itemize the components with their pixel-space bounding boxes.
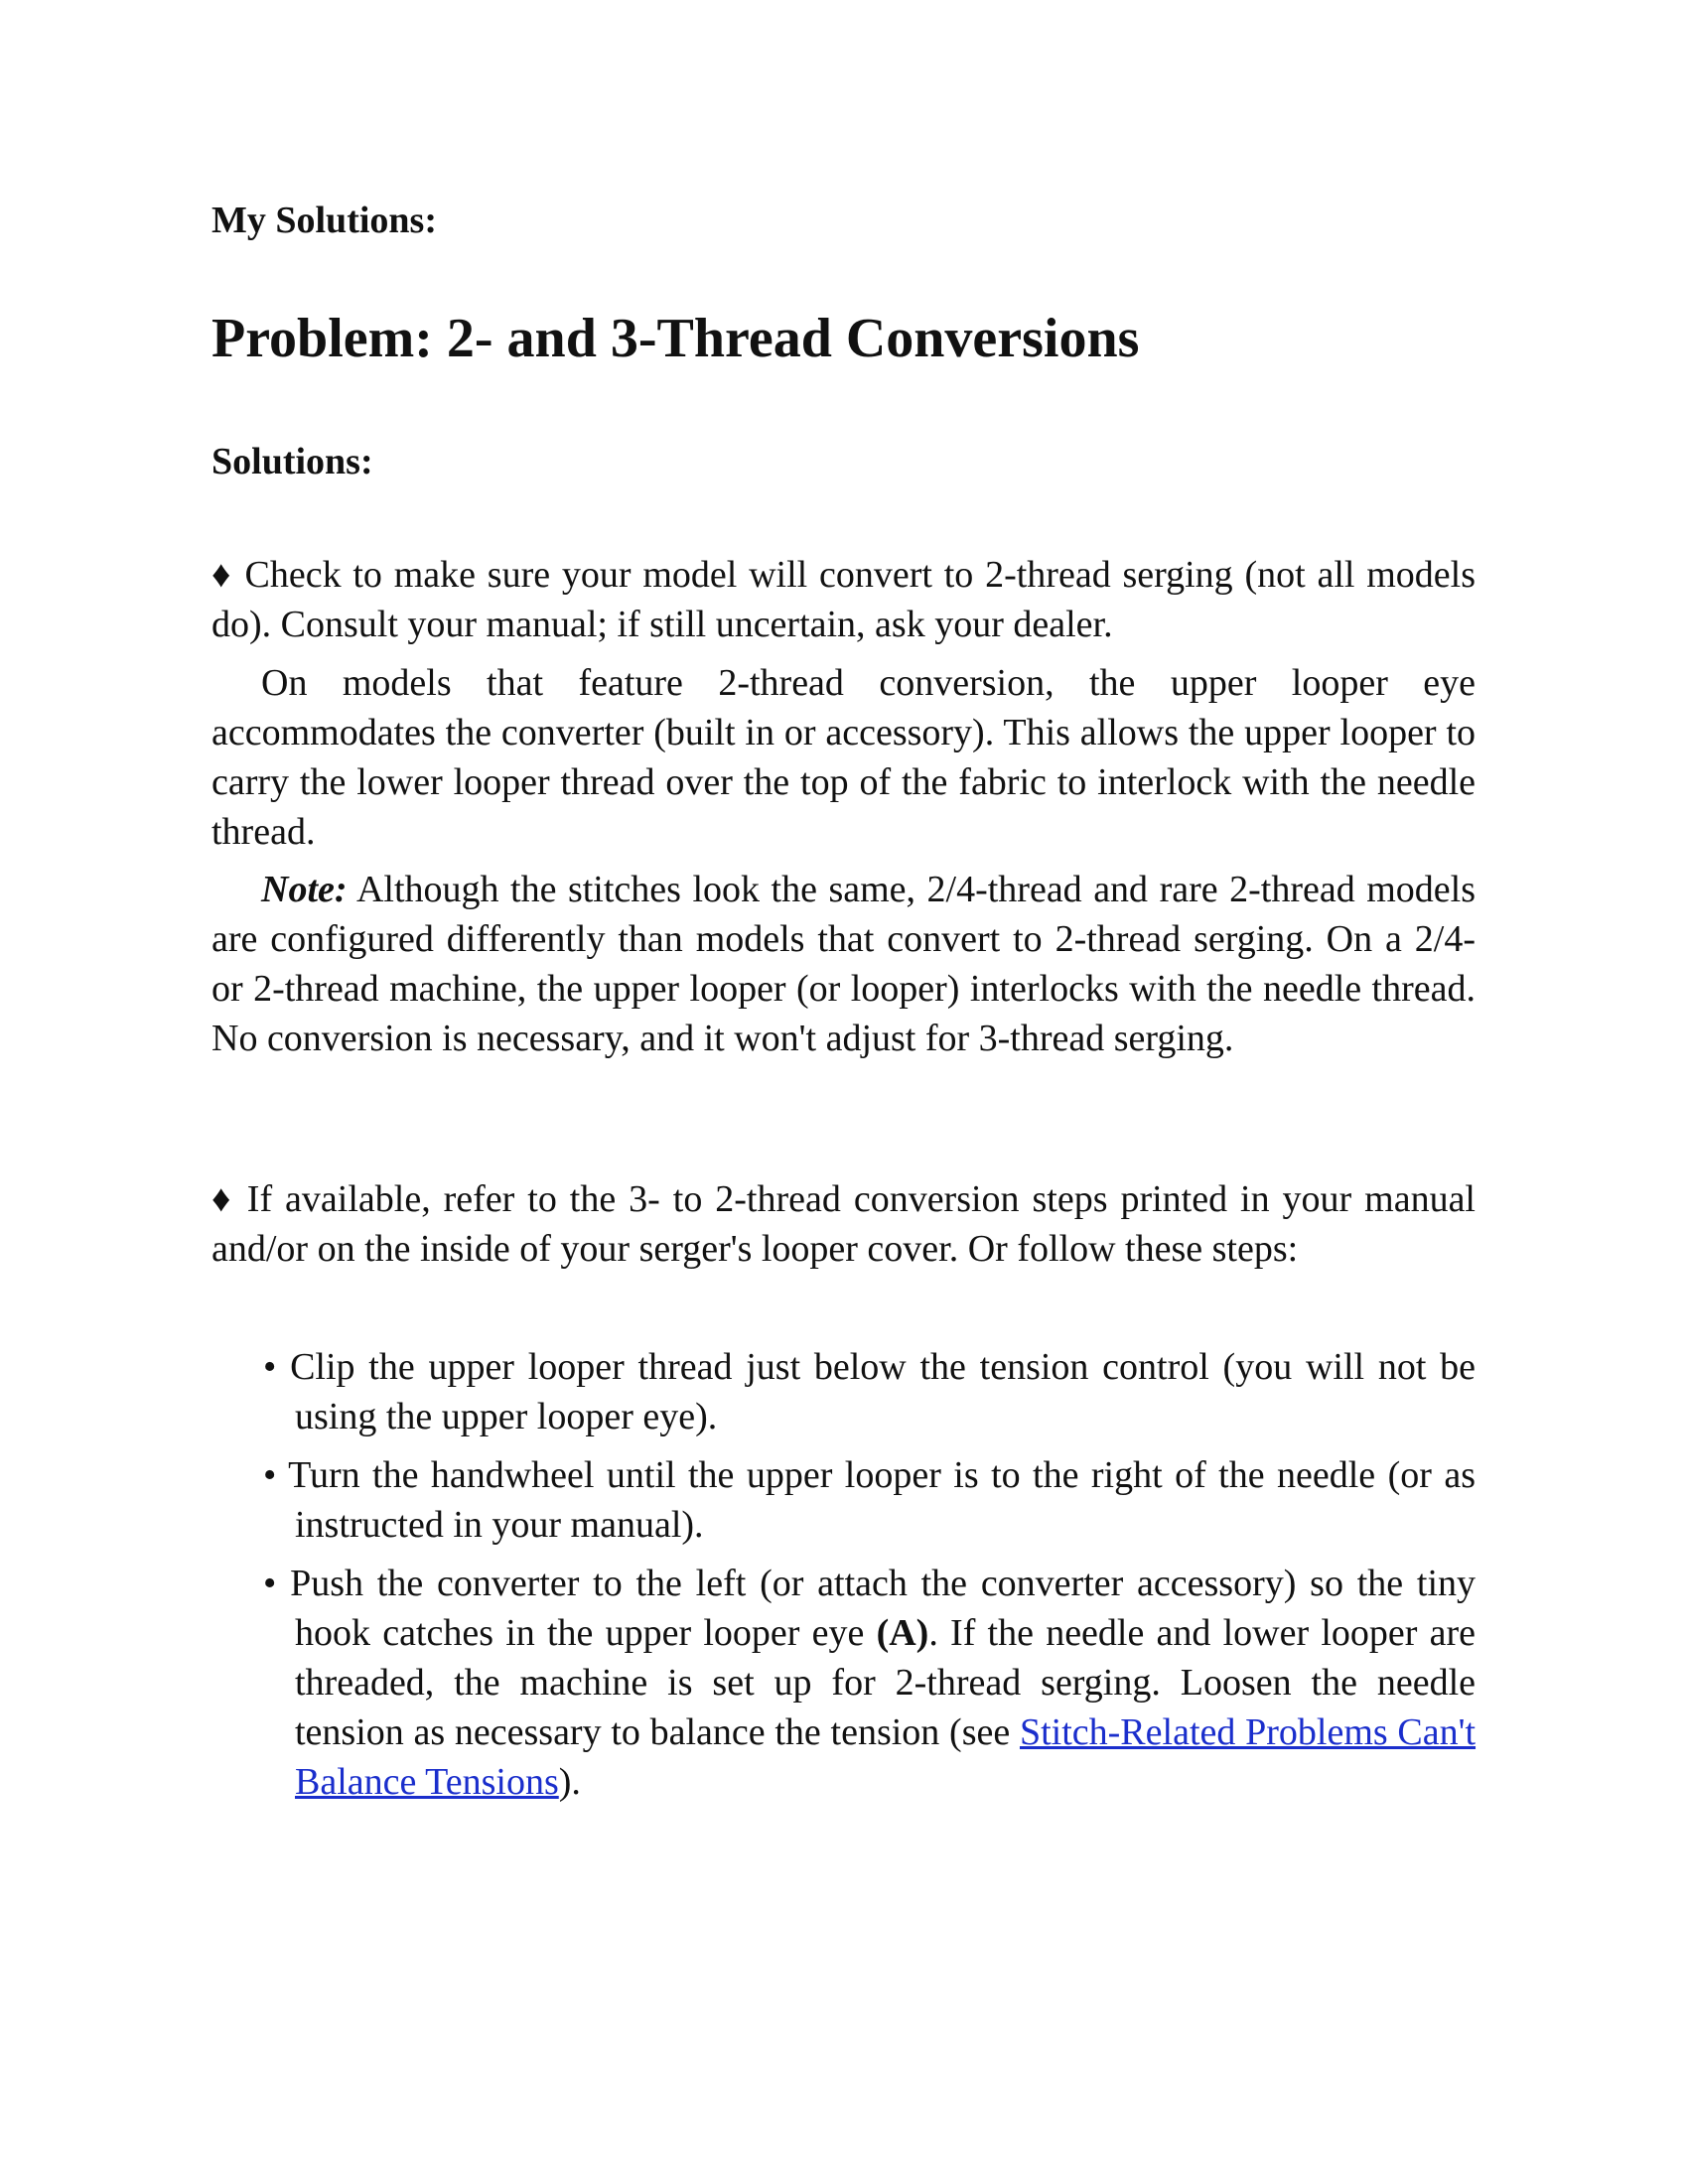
section-label: My Solutions:	[211, 200, 437, 241]
list-item	[263, 1342, 1476, 1441]
step-text: . If the needle and lower looper are threaded, the machine is set up for 2-thread serging. Loosen the needle tension as necessary to balance the tension (see	[295, 1612, 1477, 1753]
step-text: Turn the handwheel until the upper looper is to the right of the needle (or as instructed in your manual).	[288, 1454, 1476, 1546]
paragraph-check-model	[211, 550, 1476, 649]
figure-label: (A)	[876, 1612, 929, 1654]
diamond-bullet-icon: ♦	[211, 1178, 234, 1220]
paragraph-text: Although the stitches look the same, 2/4-thread and rare 2-thread models are configured differently than models that convert to 2-thread serging. On a 2/4- or 2-thread machine, the upper looper (or looper) interlocks with the needle thread. No conversion is necessary, and it won't adjust for 3-thread serging.	[211, 869, 1476, 1059]
paragraph-text: Check to make sure your model will convert to 2-thread serging (not all models do). Consult your manual; if still uncertain, ask your dealer.	[211, 554, 1477, 645]
bullet-icon: •	[263, 1346, 277, 1388]
paragraph-note	[211, 865, 1476, 1063]
paragraph-conversion-explanation: On models that feature 2-thread conversion, the upper looper eye accommodates the converter (built in or accessory). This allows the upper looper to carry the lower looper thread over the top of the fabric to interlock with the needle thread.	[211, 662, 1476, 853]
bullet-icon: •	[263, 1563, 277, 1604]
paragraph-text: If available, refer to the 3- to 2-thread conversion steps printed in your manual and/or on the inside of your serger's looper cover. Or follow these steps:	[211, 1178, 1476, 1270]
step-text: ).	[558, 1761, 581, 1803]
stitch-related-problems-link[interactable]: Stitch-Related Problems Can't Balance Tensions	[295, 1711, 1477, 1803]
step-text: Clip the upper looper thread just below the tension control (you will not be using the upper looper eye).	[290, 1346, 1476, 1437]
list-item	[263, 1450, 1476, 1550]
list-item	[263, 1559, 1476, 1807]
diamond-bullet-icon: ♦	[211, 554, 233, 596]
bullet-icon: •	[263, 1454, 277, 1496]
page-title: Problem: 2- and 3-Thread Conversions	[211, 308, 1140, 369]
paragraph-conversion-steps-intro	[211, 1174, 1476, 1274]
solutions-heading: Solutions:	[211, 441, 373, 482]
note-label: Note:	[261, 869, 348, 910]
step-text: Push the converter to the left (or attach the converter accessory) so the tiny hook catches in the upper looper eye	[290, 1563, 1477, 1654]
